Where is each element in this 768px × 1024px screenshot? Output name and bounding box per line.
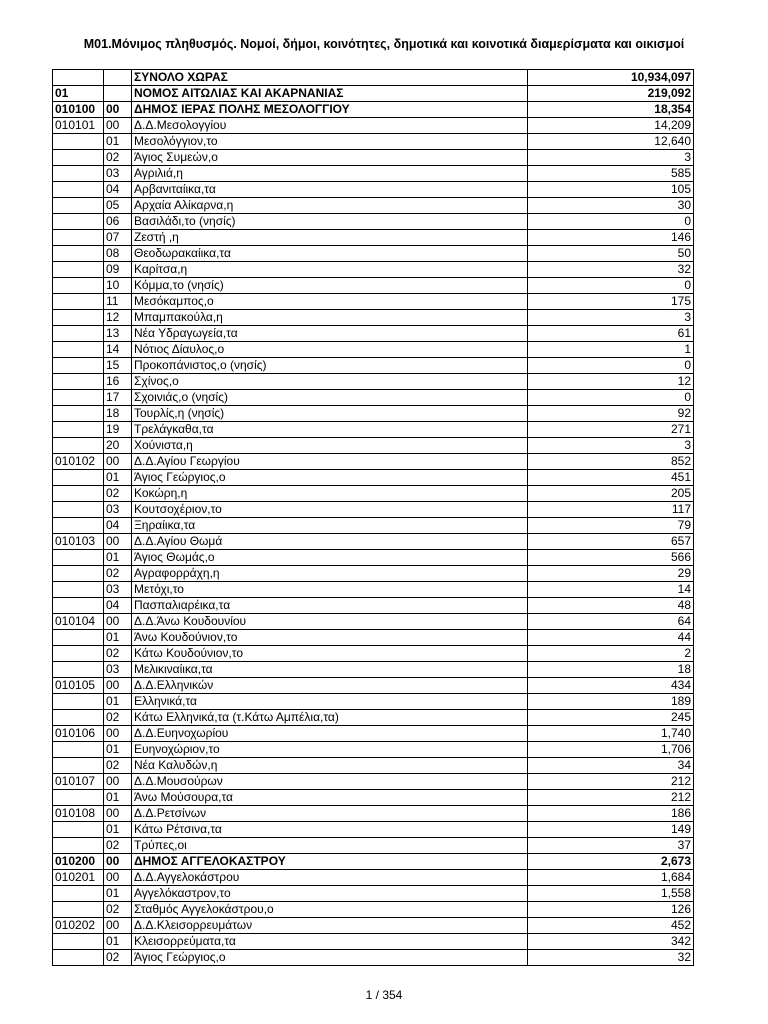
place-name-cell: Κλεισορρεύματα,τα [132,934,528,950]
population-cell: 10,934,097 [528,70,694,86]
area-code-cell [53,134,104,150]
place-name-cell: Άγιος Θωμάς,ο [132,550,528,566]
area-code-cell [53,310,104,326]
table-row [53,694,694,710]
population-cell: 2 [528,646,694,662]
table-row [53,310,694,326]
area-code-cell: 010103 [53,534,104,550]
table-row [53,742,694,758]
settlement-code-cell: 17 [104,390,132,406]
population-cell: 205 [528,486,694,502]
place-name-cell: Θεοδωρακαίικα,τα [132,246,528,262]
place-name-cell: Δ.Δ.Ευηνοχωρίου [132,726,528,742]
table-row [53,214,694,230]
population-cell: 566 [528,550,694,566]
table-row [53,502,694,518]
area-code-cell [53,374,104,390]
settlement-code-cell: 20 [104,438,132,454]
population-cell: 50 [528,246,694,262]
table-row [53,934,694,950]
settlement-code-cell: 06 [104,214,132,230]
area-code-cell [53,790,104,806]
population-cell: 44 [528,630,694,646]
area-code-cell: 010107 [53,774,104,790]
area-code-cell: 010104 [53,614,104,630]
place-name-cell: Αρβανιταίικα,τα [132,182,528,198]
population-cell: 451 [528,470,694,486]
table-row [53,902,694,918]
population-cell: 29 [528,566,694,582]
place-name-cell: Μεσόκαμπος,ο [132,294,528,310]
population-cell: 0 [528,358,694,374]
place-name-cell: Κάτω Ρέτσινα,τα [132,822,528,838]
place-name-cell: Κοκώρη,η [132,486,528,502]
place-name-cell: Αγραφορράχη,η [132,566,528,582]
settlement-code-cell: 00 [104,806,132,822]
table-row [53,662,694,678]
population-cell: 175 [528,294,694,310]
table-row [53,86,694,102]
table-row [53,646,694,662]
place-name-cell: Αγριλιά,η [132,166,528,182]
area-code-cell [53,294,104,310]
settlement-code-cell [104,70,132,86]
place-name-cell: Αρχαία Αλίκαρνα,η [132,198,528,214]
settlement-code-cell: 00 [104,774,132,790]
area-code-cell [53,630,104,646]
table-row [53,614,694,630]
population-cell: 64 [528,614,694,630]
area-code-cell [53,390,104,406]
settlement-code-cell: 00 [104,854,132,870]
area-code-cell [53,838,104,854]
population-cell: 0 [528,390,694,406]
place-name-cell: Κάτω Ελληνικά,τα (τ.Κάτω Αμπέλια,τα) [132,710,528,726]
table-row [53,438,694,454]
area-code-cell [53,470,104,486]
settlement-code-cell: 00 [104,534,132,550]
population-cell: 126 [528,902,694,918]
table-row [53,294,694,310]
table-row [53,566,694,582]
settlement-code-cell: 00 [104,118,132,134]
table-row [53,150,694,166]
place-name-cell: Ευηνοχώριον,το [132,742,528,758]
area-code-cell [53,822,104,838]
population-cell: 452 [528,918,694,934]
table-row [53,118,694,134]
place-name-cell: Σταθμός Αγγελοκάστρου,ο [132,902,528,918]
population-cell: 18,354 [528,102,694,118]
place-name-cell: Δ.Δ.Ρετσίνων [132,806,528,822]
area-code-cell [53,694,104,710]
population-cell: 61 [528,326,694,342]
place-name-cell: Τρελάγκαθα,τα [132,422,528,438]
place-name-cell: Άγιος Συμεών,ο [132,150,528,166]
table-row [53,278,694,294]
area-code-cell [53,358,104,374]
settlement-code-cell: 05 [104,198,132,214]
place-name-cell: Δ.Δ.Αγίου Γεωργίου [132,454,528,470]
place-name-cell: Καρίτσα,η [132,262,528,278]
settlement-code-cell: 12 [104,310,132,326]
place-name-cell: Άνω Μούσουρα,τα [132,790,528,806]
settlement-code-cell: 09 [104,262,132,278]
table-row [53,870,694,886]
table-row [53,950,694,966]
population-cell: 105 [528,182,694,198]
population-cell: 212 [528,790,694,806]
population-cell: 1,706 [528,742,694,758]
place-name-cell: Κόμμα,το (νησίς) [132,278,528,294]
population-cell: 271 [528,422,694,438]
place-name-cell: Βασιλάδι,το (νησίς) [132,214,528,230]
population-cell: 32 [528,950,694,966]
population-cell: 1,558 [528,886,694,902]
settlement-code-cell: 02 [104,646,132,662]
area-code-cell: 010200 [53,854,104,870]
table-row [53,422,694,438]
table-row [53,518,694,534]
area-code-cell [53,70,104,86]
area-code-cell [53,886,104,902]
area-code-cell [53,710,104,726]
table-row [53,918,694,934]
population-cell: 146 [528,230,694,246]
place-name-cell: Κάτω Κουδούνιον,το [132,646,528,662]
population-cell: 32 [528,262,694,278]
table-row [53,70,694,86]
population-cell: 149 [528,822,694,838]
place-name-cell: Μεσολόγγιον,το [132,134,528,150]
table-row [53,182,694,198]
table-row [53,550,694,566]
area-code-cell [53,950,104,966]
settlement-code-cell: 00 [104,870,132,886]
place-name-cell: Δ.Δ.Κλεισορρευμάτων [132,918,528,934]
settlement-code-cell: 01 [104,694,132,710]
area-code-cell [53,518,104,534]
population-cell: 117 [528,502,694,518]
place-name-cell: Δ.Δ.Μουσούρων [132,774,528,790]
settlement-code-cell: 00 [104,726,132,742]
population-cell: 12,640 [528,134,694,150]
place-name-cell: Ξηραίικα,τα [132,518,528,534]
table-row [53,406,694,422]
table-row [53,598,694,614]
place-name-cell: ΔΗΜΟΣ ΙΕΡΑΣ ΠΟΛΗΣ ΜΕΣΟΛΟΓΓΙΟΥ [132,102,528,118]
population-cell: 79 [528,518,694,534]
area-code-cell [53,742,104,758]
place-name-cell: ΝΟΜΟΣ ΑΙΤΩΛΙΑΣ ΚΑΙ ΑΚΑΡΝΑΝΙΑΣ [132,86,528,102]
settlement-code-cell: 04 [104,518,132,534]
table-row [53,342,694,358]
area-code-cell [53,934,104,950]
table-row [53,774,694,790]
population-cell: 37 [528,838,694,854]
table-row [53,358,694,374]
settlement-code-cell: 07 [104,230,132,246]
table-row [53,374,694,390]
table-row [53,454,694,470]
table-row [53,390,694,406]
area-code-cell [53,582,104,598]
population-cell: 3 [528,310,694,326]
place-name-cell: Άγιος Γεώργιος,ο [132,950,528,966]
settlement-code-cell: 01 [104,470,132,486]
place-name-cell: ΔΗΜΟΣ ΑΓΓΕΛΟΚΑΣΤΡΟΥ [132,854,528,870]
area-code-cell [53,278,104,294]
place-name-cell: Νότιος Δίαυλος,ο [132,342,528,358]
population-cell: 0 [528,214,694,230]
population-cell: 186 [528,806,694,822]
area-code-cell [53,598,104,614]
population-table [52,69,694,966]
settlement-code-cell: 03 [104,582,132,598]
table-row [53,246,694,262]
area-code-cell [53,230,104,246]
area-code-cell: 010108 [53,806,104,822]
settlement-code-cell: 13 [104,326,132,342]
area-code-cell [53,198,104,214]
table-body [53,70,694,966]
area-code-cell: 010101 [53,118,104,134]
settlement-code-cell: 01 [104,134,132,150]
settlement-code-cell: 16 [104,374,132,390]
place-name-cell: Μελικιναίικα,τα [132,662,528,678]
place-name-cell: Δ.Δ.Αγγελοκάστρου [132,870,528,886]
area-code-cell [53,902,104,918]
place-name-cell: Δ.Δ.Ελληνικών [132,678,528,694]
settlement-code-cell: 03 [104,502,132,518]
settlement-code-cell: 03 [104,662,132,678]
place-name-cell: Νέα Υδραγωγεία,τα [132,326,528,342]
table-row [53,790,694,806]
page-number: 1 / 354 [365,988,403,1002]
population-cell: 48 [528,598,694,614]
area-code-cell [53,262,104,278]
area-code-cell: 01 [53,86,104,102]
settlement-code-cell: 11 [104,294,132,310]
table-row [53,102,694,118]
settlement-code-cell: 02 [104,758,132,774]
place-name-cell: Ελληνικά,τα [132,694,528,710]
place-name-cell: Δ.Δ.Άνω Κουδουνίου [132,614,528,630]
area-code-cell [53,566,104,582]
table-row [53,678,694,694]
table-row [53,230,694,246]
place-name-cell: Αγγελόκαστρον,το [132,886,528,902]
area-code-cell [53,502,104,518]
table-row [53,326,694,342]
population-cell: 212 [528,774,694,790]
settlement-code-cell: 00 [104,678,132,694]
population-cell: 92 [528,406,694,422]
population-cell: 14 [528,582,694,598]
table-row [53,166,694,182]
area-code-cell [53,422,104,438]
population-cell: 3 [528,438,694,454]
settlement-code-cell: 01 [104,550,132,566]
population-cell: 342 [528,934,694,950]
settlement-code-cell: 04 [104,182,132,198]
place-name-cell: Κουτσοχέριον,το [132,502,528,518]
place-name-cell: Χούνιστα,η [132,438,528,454]
table-row [53,262,694,278]
table-row [53,710,694,726]
table-row [53,582,694,598]
population-cell: 434 [528,678,694,694]
place-name-cell: Νέα Καλυδών,η [132,758,528,774]
place-name-cell: Σχίνος,ο [132,374,528,390]
settlement-code-cell: 01 [104,630,132,646]
place-name-cell: Τουρλίς,η (νησίς) [132,406,528,422]
population-cell: 189 [528,694,694,710]
population-cell: 1,684 [528,870,694,886]
settlement-code-cell: 04 [104,598,132,614]
place-name-cell: Άνω Κουδούνιον,το [132,630,528,646]
area-code-cell [53,646,104,662]
table-row [53,534,694,550]
table-row [53,486,694,502]
settlement-code-cell: 19 [104,422,132,438]
settlement-code-cell: 08 [104,246,132,262]
settlement-code-cell: 10 [104,278,132,294]
place-name-cell: Πασπαλιαρέικα,τα [132,598,528,614]
area-code-cell [53,550,104,566]
area-code-cell: 010102 [53,454,104,470]
area-code-cell [53,662,104,678]
settlement-code-cell: 18 [104,406,132,422]
area-code-cell: 010201 [53,870,104,886]
area-code-cell [53,758,104,774]
table-row [53,886,694,902]
settlement-code-cell: 02 [104,902,132,918]
population-cell: 852 [528,454,694,470]
area-code-cell [53,214,104,230]
population-cell: 1,740 [528,726,694,742]
population-cell: 14,209 [528,118,694,134]
settlement-code-cell: 01 [104,822,132,838]
population-cell: 3 [528,150,694,166]
settlement-code-cell: 02 [104,150,132,166]
population-cell: 219,092 [528,86,694,102]
table-row [53,822,694,838]
area-code-cell [53,406,104,422]
population-cell: 34 [528,758,694,774]
area-code-cell [53,438,104,454]
table-row [53,854,694,870]
settlement-code-cell: 02 [104,486,132,502]
settlement-code-cell: 00 [104,918,132,934]
place-name-cell: Σχοινιάς,ο (νησίς) [132,390,528,406]
area-code-cell: 010106 [53,726,104,742]
settlement-code-cell: 03 [104,166,132,182]
area-code-cell [53,166,104,182]
population-cell: 18 [528,662,694,678]
population-cell: 30 [528,198,694,214]
area-code-cell [53,342,104,358]
table-row [53,726,694,742]
table-row [53,806,694,822]
settlement-code-cell: 02 [104,710,132,726]
settlement-code-cell [104,86,132,102]
settlement-code-cell: 00 [104,614,132,630]
area-code-cell: 010105 [53,678,104,694]
settlement-code-cell: 01 [104,742,132,758]
settlement-code-cell: 02 [104,838,132,854]
settlement-code-cell: 01 [104,790,132,806]
place-name-cell: Άγιος Γεώργιος,ο [132,470,528,486]
table-row [53,134,694,150]
settlement-code-cell: 00 [104,454,132,470]
table-row [53,758,694,774]
population-cell: 1 [528,342,694,358]
population-cell: 657 [528,534,694,550]
settlement-code-cell: 02 [104,566,132,582]
place-name-cell: Μπαμπακούλα,η [132,310,528,326]
settlement-code-cell: 00 [104,102,132,118]
settlement-code-cell: 02 [104,950,132,966]
settlement-code-cell: 14 [104,342,132,358]
settlement-code-cell: 15 [104,358,132,374]
area-code-cell [53,326,104,342]
document-title: M01.Μόνιμος πληθυσμός. Νομοί, δήμοι, κοινότητες, δημοτικά και κοινοτικά διαμερίσματα και οικισμοί [83,37,685,51]
table-row [53,470,694,486]
place-name-cell: Ζεστή ,η [132,230,528,246]
area-code-cell [53,246,104,262]
settlement-code-cell: 01 [104,934,132,950]
place-name-cell: Δ.Δ.Μεσολογγίου [132,118,528,134]
place-name-cell: Τρύπες,οι [132,838,528,854]
place-name-cell: ΣΥΝΟΛΟ ΧΩΡΑΣ [132,70,528,86]
population-cell: 585 [528,166,694,182]
table-row [53,198,694,214]
population-cell: 245 [528,710,694,726]
area-code-cell [53,182,104,198]
population-cell: 2,673 [528,854,694,870]
population-cell: 12 [528,374,694,390]
table-row [53,630,694,646]
area-code-cell [53,150,104,166]
population-cell: 0 [528,278,694,294]
place-name-cell: Προκοπάνιστος,ο (νησίς) [132,358,528,374]
area-code-cell: 010100 [53,102,104,118]
table-row [53,838,694,854]
place-name-cell: Δ.Δ.Αγίου Θωμά [132,534,528,550]
area-code-cell [53,486,104,502]
area-code-cell: 010202 [53,918,104,934]
place-name-cell: Μετόχι,το [132,582,528,598]
settlement-code-cell: 01 [104,886,132,902]
